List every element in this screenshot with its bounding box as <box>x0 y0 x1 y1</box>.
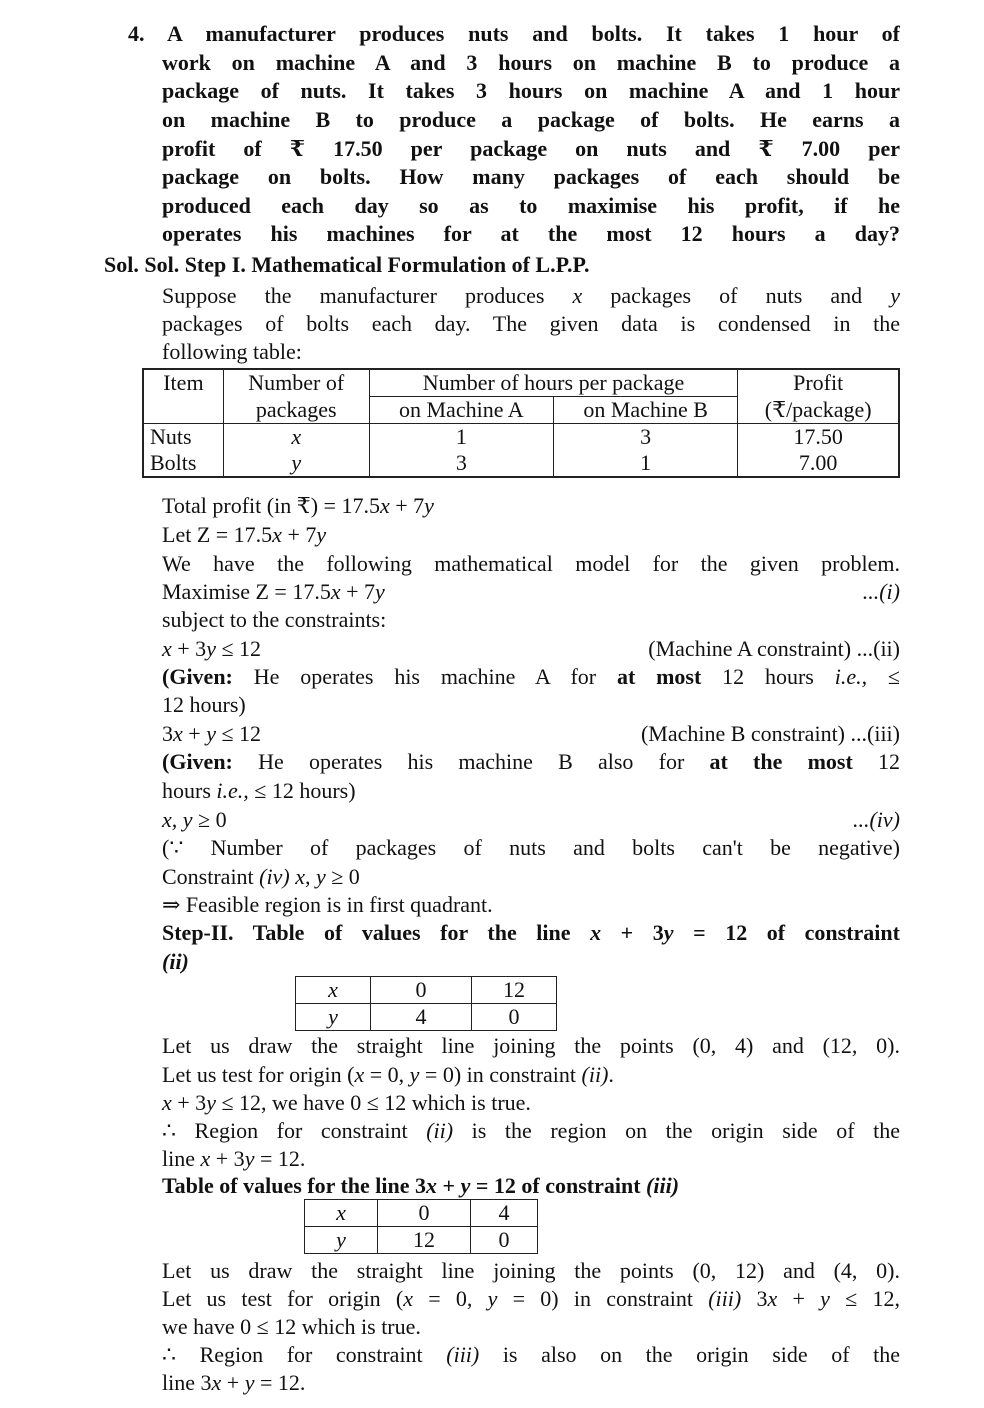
text-segment: ≤ 12 hours) <box>248 778 356 803</box>
text-segment: Step-II. Table of values for the line <box>162 920 591 945</box>
x-label: x <box>296 977 371 1004</box>
text-segment: He operates his machine B also for <box>232 749 710 774</box>
values-table-constraint-ii <box>295 976 557 1031</box>
text-segment: x <box>572 283 583 308</box>
text-segment: y <box>316 522 327 547</box>
text-line <box>162 863 900 891</box>
text-segment: y <box>890 283 900 308</box>
text-line <box>162 1117 900 1145</box>
text-segment: following table: <box>162 339 302 364</box>
cell-machine-b: 3 <box>554 424 738 451</box>
text-segment: + 3 <box>171 1090 207 1115</box>
text-line <box>162 720 900 748</box>
text-segment: x <box>767 1286 778 1311</box>
text-segment: (iv) x, y <box>259 864 326 889</box>
y-label: y <box>305 1227 378 1254</box>
text-segment: i.e., <box>216 778 249 803</box>
table-row <box>143 424 899 451</box>
text-segment: 12 <box>852 749 900 774</box>
values-table-constraint-iii <box>304 1199 538 1254</box>
text-segment: on machine B to produce a package of bolts. He earns a <box>162 107 900 132</box>
text-line <box>162 492 900 520</box>
text-segment: Suppose the manufacturer produces <box>162 283 573 308</box>
text-segment: (Machine B constraint) ...(iii) <box>640 721 900 746</box>
text-segment: ...(i) <box>862 579 900 604</box>
text-segment: y <box>375 579 385 604</box>
x-value: 4 <box>471 1200 538 1227</box>
text-segment: + 7 <box>340 579 376 604</box>
text-line <box>162 1089 900 1117</box>
text-segment: (Given: <box>162 749 233 774</box>
text-line <box>162 1313 900 1341</box>
text-segment: i.e., <box>834 664 868 689</box>
text-segment: we have 0 ≤ 12 which is true. <box>162 1314 421 1339</box>
text-segment: line 3 <box>162 1370 212 1395</box>
text-segment: . <box>608 1062 614 1087</box>
text-segment: ≤ 12, <box>829 1286 900 1311</box>
text-segment: Table of values for the line 3 <box>162 1173 427 1198</box>
data-table <box>142 368 900 478</box>
text-segment: at the most <box>709 749 853 774</box>
text-segment: operates his machines for at the most 12 hours a day? <box>162 221 900 246</box>
text-segment: + <box>437 1173 461 1198</box>
text-segment: 12 hours) <box>162 692 246 717</box>
text-segment: 3 <box>741 1286 768 1311</box>
y-value: 0 <box>471 1227 538 1254</box>
text-segment: ...(iv) <box>852 807 900 832</box>
text-segment: = 0, <box>364 1062 410 1087</box>
text-segment: subject to the constraints: <box>162 607 387 632</box>
x-value: 12 <box>472 977 557 1004</box>
text-segment: 3 <box>162 721 173 746</box>
text-segment: = 0) in constraint <box>497 1286 709 1311</box>
text-segment: y <box>206 636 216 661</box>
text-line <box>162 521 900 549</box>
cell-item: Nuts <box>143 424 223 451</box>
cell-item: Bolts <box>143 450 223 477</box>
header-machine-b: on Machine B <box>554 397 738 424</box>
text-segment: x <box>211 1370 222 1395</box>
text-segment: + 3 <box>171 636 207 661</box>
text-line <box>162 777 900 805</box>
table-row <box>143 450 899 477</box>
text-segment: x <box>354 1062 365 1087</box>
text-segment: (Given: <box>162 664 233 689</box>
text-segment: ≤ 12 <box>215 721 262 746</box>
text-line <box>162 338 900 366</box>
text-segment: (iii) <box>708 1286 742 1311</box>
text-segment: Let us draw the straight line joining the points (0, 4) and (12, 0). <box>162 1033 900 1058</box>
text-segment: = 0) in constraint <box>419 1062 582 1087</box>
text-line <box>162 282 900 310</box>
text-segment: Constraint <box>162 864 260 889</box>
text-segment: Sol. Sol. Step I. Mathematical Formulation of L.P.P. <box>104 252 590 277</box>
text-segment: x <box>426 1173 438 1198</box>
text-segment: 4. A manufacturer produces nuts and bolts. It takes 1 hour of <box>128 21 900 46</box>
text-segment: + 3 <box>601 920 664 945</box>
text-segment: y <box>820 1286 830 1311</box>
text-segment: (iii) <box>446 1342 480 1367</box>
text-segment: 12 hours <box>701 664 835 689</box>
text-segment: packages of bolts each day. The given data is condensed in the <box>162 311 900 336</box>
text-line <box>162 806 900 834</box>
text-segment: x <box>403 1286 413 1311</box>
text-line <box>162 606 900 634</box>
text-segment: hours <box>162 778 217 803</box>
text-line <box>162 106 900 134</box>
text-segment: = 0, <box>412 1286 488 1311</box>
text-line <box>162 135 900 163</box>
text-line <box>162 163 900 191</box>
text-segment: (iii) <box>646 1173 680 1198</box>
text-segment: Let Z = 17.5 <box>162 522 273 547</box>
text-segment: ≥ 0 <box>192 807 227 832</box>
text-segment: x <box>379 493 390 518</box>
text-segment: = 12 of constraint <box>470 1173 647 1198</box>
text-line <box>162 691 900 719</box>
header-profit-2: (₹/package) <box>738 397 899 424</box>
text-line <box>162 834 900 862</box>
text-segment: y <box>460 1173 471 1198</box>
text-segment: + <box>221 1370 245 1395</box>
y-value: 12 <box>378 1227 471 1254</box>
text-segment: x <box>590 920 602 945</box>
text-segment: y <box>206 1090 216 1115</box>
text-line <box>162 1145 900 1173</box>
text-segment: ⇒ Feasible region is in first quadrant. <box>162 892 493 917</box>
text-line <box>162 1257 900 1285</box>
text-segment: profit of ₹ 17.50 per package on nuts and ₹ 7.00 per <box>162 136 900 161</box>
cell-profit: 17.50 <box>738 424 899 451</box>
text-segment: = 12 of constraint <box>673 920 900 945</box>
text-segment: x <box>272 522 282 547</box>
text-segment: + 3 <box>210 1146 245 1171</box>
text-segment: (ii) <box>162 949 189 974</box>
cell-profit: 7.00 <box>738 450 899 477</box>
text-line <box>162 550 900 578</box>
text-segment: + <box>777 1286 821 1311</box>
text-segment: Let us test for origin ( <box>162 1286 404 1311</box>
cell-machine-a: 3 <box>369 450 553 477</box>
text-segment: x <box>162 1090 172 1115</box>
cell-packages: y <box>223 450 369 477</box>
text-segment: y <box>244 1146 255 1171</box>
text-segment: (∵ Number of packages of nuts and bolts can't be negative) <box>162 835 900 860</box>
cell-machine-a: 1 <box>369 424 553 451</box>
x-value: 0 <box>371 977 472 1004</box>
text-segment: x <box>330 579 341 604</box>
y-label: y <box>296 1004 371 1031</box>
text-line <box>162 1341 900 1369</box>
cell-machine-b: 1 <box>554 450 738 477</box>
text-line <box>162 663 900 691</box>
header-packages-1: Number of <box>223 369 369 397</box>
text-line <box>162 310 900 338</box>
text-segment: (ii) <box>581 1062 609 1087</box>
text-segment: y <box>424 493 434 518</box>
text-segment: produced each day so as to maximise his profit, if he <box>162 193 900 218</box>
text-line <box>162 220 900 248</box>
text-line <box>162 948 900 976</box>
text-line <box>162 748 900 776</box>
header-item: Item <box>143 369 223 397</box>
text-segment: at most <box>616 664 702 689</box>
text-segment: ≤ 12 <box>215 636 262 661</box>
text-segment: package of nuts. It takes 3 hours on machine A and 1 hour <box>162 78 900 103</box>
text-segment: We have the following mathematical model for the given problem. <box>162 551 900 576</box>
text-segment: (ii) <box>426 1118 454 1143</box>
text-segment: ≤ 12, we have 0 ≤ 12 which is true. <box>215 1090 531 1115</box>
text-segment: y <box>244 1370 255 1395</box>
text-segment: + 7 <box>281 522 317 547</box>
text-line <box>162 49 900 77</box>
text-line <box>162 635 900 663</box>
text-segment: y <box>409 1062 420 1087</box>
text-line <box>162 1172 900 1200</box>
header-hours: Number of hours per package <box>369 369 738 397</box>
text-segment: work on machine A and 3 hours on machine B to produce a <box>162 50 900 75</box>
y-value: 4 <box>371 1004 472 1031</box>
text-segment: Let us draw the straight line joining the points (0, 12) and (4, 0). <box>162 1258 900 1283</box>
text-segment: x, y <box>162 807 193 832</box>
text-line <box>162 1369 900 1397</box>
x-value: 0 <box>378 1200 471 1227</box>
x-label: x <box>305 1200 378 1227</box>
text-segment: (Machine A constraint) ...(ii) <box>648 636 900 661</box>
text-segment: is the region on the origin side of the <box>453 1118 900 1143</box>
header-packages-2: packages <box>223 397 369 424</box>
text-segment: + 7 <box>389 493 425 518</box>
text-line <box>162 1032 900 1060</box>
text-line <box>162 192 900 220</box>
text-line <box>162 1061 900 1089</box>
text-line <box>128 20 900 48</box>
text-line <box>162 1285 900 1313</box>
text-segment: ∴ Region for constraint <box>162 1342 447 1367</box>
y-value: 0 <box>472 1004 557 1031</box>
text-segment: x <box>173 721 183 746</box>
text-segment: = 12. <box>254 1146 306 1171</box>
text-segment: is also on the origin side of the <box>479 1342 900 1367</box>
text-line <box>104 251 900 279</box>
text-line <box>162 919 900 947</box>
text-segment: package on bolts. How many packages of each should be <box>162 164 900 189</box>
text-line <box>162 891 900 919</box>
text-segment: y <box>487 1286 498 1311</box>
text-segment: packages of nuts and <box>582 283 891 308</box>
text-line <box>162 77 900 105</box>
text-segment: ∴ Region for constraint <box>162 1118 427 1143</box>
header-item-blank <box>143 397 223 424</box>
text-segment: ≤ <box>867 664 900 689</box>
text-line <box>162 578 900 606</box>
text-segment: He operates his machine A for <box>232 664 617 689</box>
header-profit-1: Profit <box>738 369 899 397</box>
text-segment: Total profit (in ₹) = 17.5 <box>162 493 380 518</box>
text-segment: = 12. <box>254 1370 306 1395</box>
text-segment: x <box>162 636 172 661</box>
text-segment: y <box>663 920 674 945</box>
text-segment: Maximise Z = 17.5 <box>162 579 331 604</box>
text-segment: + <box>182 721 207 746</box>
text-segment: line <box>162 1146 201 1171</box>
text-segment: y <box>206 721 216 746</box>
cell-packages: x <box>223 424 369 451</box>
text-segment: x <box>200 1146 211 1171</box>
text-segment: Let us test for origin ( <box>162 1062 355 1087</box>
text-segment: ≥ 0 <box>325 864 360 889</box>
header-machine-a: on Machine A <box>369 397 553 424</box>
